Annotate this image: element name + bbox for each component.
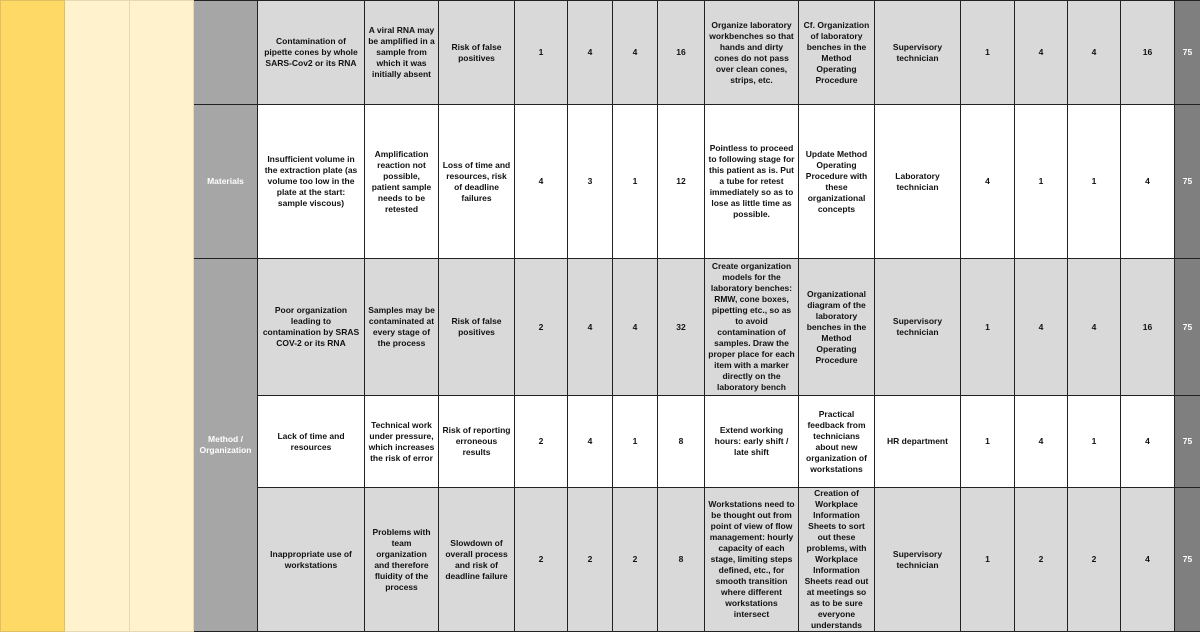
effect-cell: Slowdown of overall process and risk of deadline failure [439,488,515,632]
cause-cell: Samples may be contaminated at every stage of the process [365,259,439,396]
reference-cell: Cf. Organization of laboratory benches in the Method Operating Procedure [799,1,875,105]
reference-cell: Practical feedback from technicians about new organization of workstations [799,396,875,488]
score-cell: 8 [658,396,705,488]
cause-cell: A viral RNA may be amplified in a sample from which it was initially absent [365,1,439,105]
action-cell: Extend working hours: early shift / late shift [705,396,799,488]
responsible-cell: Supervisory technician [875,488,961,632]
responsible-cell: Supervisory technician [875,259,961,396]
final-score-cell: 75 [1175,259,1200,396]
score-cell: 12 [658,105,705,259]
score-cell: 4 [568,259,613,396]
category-cell [194,1,258,105]
score-cell: 8 [658,488,705,632]
failure-mode-cell: Insufficient volume in the extraction plate (as volume too low in the plate at the start: sample viscous) [258,105,365,259]
action-cell: Workstations need to be thought out from point of view of flow management: hourly capacity of each stage, limiting steps defined, etc., for smooth transition where different workstations intersect [705,488,799,632]
score-cell: 1 [961,259,1015,396]
score-cell: 1 [1015,105,1068,259]
score-cell: 32 [658,259,705,396]
score-cell: 4 [1121,105,1175,259]
table-row [1,1,1200,105]
score-cell: 2 [1015,488,1068,632]
score-cell: 4 [1068,259,1121,396]
score-cell: 16 [658,1,705,105]
score-cell: 2 [613,488,658,632]
failure-mode-cell: Contamination of pipette cones by whole SARS-Cov2 or its RNA [258,1,365,105]
final-score-cell: 75 [1175,105,1200,259]
score-cell: 2 [1068,488,1121,632]
score-cell: 16 [1121,259,1175,396]
responsible-cell: Laboratory technician [875,105,961,259]
reference-cell: Update Method Operating Procedure with these organizational concepts [799,105,875,259]
score-cell: 2 [515,259,568,396]
effect-cell: Risk of false positives [439,259,515,396]
score-cell: 4 [1121,488,1175,632]
score-cell: 4 [961,105,1015,259]
score-cell: 4 [613,259,658,396]
effect-cell: Loss of time and resources, risk of deadline failures [439,105,515,259]
score-cell: 1 [961,488,1015,632]
failure-mode-cell: Poor organization leading to contamination by SRAS COV-2 or its RNA [258,259,365,396]
score-cell: 2 [515,396,568,488]
score-cell: 1 [613,105,658,259]
action-cell: Organize laboratory workbenches so that hands and dirty cones do not pass over clean cones, strips, etc. [705,1,799,105]
score-cell: 4 [613,1,658,105]
responsible-cell: HR department [875,396,961,488]
responsible-cell: Supervisory technician [875,1,961,105]
score-cell: 3 [568,105,613,259]
score-cell: 4 [1015,396,1068,488]
reference-cell: Creation of Workplace Information Sheets to sort out these problems, with Workplace Information Sheets read out at meetings so as to be sure everyone understands [799,488,875,632]
score-cell: 4 [1121,396,1175,488]
cause-cell: Amplification reaction not possible, patient sample needs to be retested [365,105,439,259]
final-score-cell: 75 [1175,1,1200,105]
final-score-cell: 75 [1175,488,1200,632]
score-cell: 4 [1015,259,1068,396]
score-cell: 1 [961,1,1015,105]
failure-mode-cell: Inappropriate use of workstations [258,488,365,632]
cause-cell: Technical work under pressure, which increases the risk of error [365,396,439,488]
reference-cell: Organizational diagram of the laboratory benches in the Method Operating Procedure [799,259,875,396]
yellow-column-1 [1,1,65,632]
action-cell: Pointless to proceed to following stage for this patient as is. Put a tube for retest immediately so as to lose as little time as possible. [705,105,799,259]
score-cell: 2 [515,488,568,632]
effect-cell: Risk of reporting erroneous results [439,396,515,488]
score-cell: 16 [1121,1,1175,105]
score-cell: 4 [1015,1,1068,105]
score-cell: 2 [568,488,613,632]
score-cell: 4 [515,105,568,259]
yellow-column-3 [130,1,194,632]
category-materials: Materials [194,105,258,259]
score-cell: 1 [1068,396,1121,488]
failure-mode-cell: Lack of time and resources [258,396,365,488]
score-cell: 1 [613,396,658,488]
score-cell: 4 [1068,1,1121,105]
score-cell: 1 [1068,105,1121,259]
cause-cell: Problems with team organization and therefore fluidity of the process [365,488,439,632]
score-cell: 1 [515,1,568,105]
score-cell: 1 [961,396,1015,488]
score-cell: 4 [568,1,613,105]
score-cell: 4 [568,396,613,488]
action-cell: Create organization models for the laboratory benches: RMW, cone boxes, pipetting etc., so as to avoid contamination of samples. Draw the proper place for each item with a marker directly on the laboratory bench [705,259,799,396]
yellow-column-2 [65,1,130,632]
category-method-organization: Method / Organization [194,259,258,632]
effect-cell: Risk of false positives [439,1,515,105]
final-score-cell: 75 [1175,396,1200,488]
